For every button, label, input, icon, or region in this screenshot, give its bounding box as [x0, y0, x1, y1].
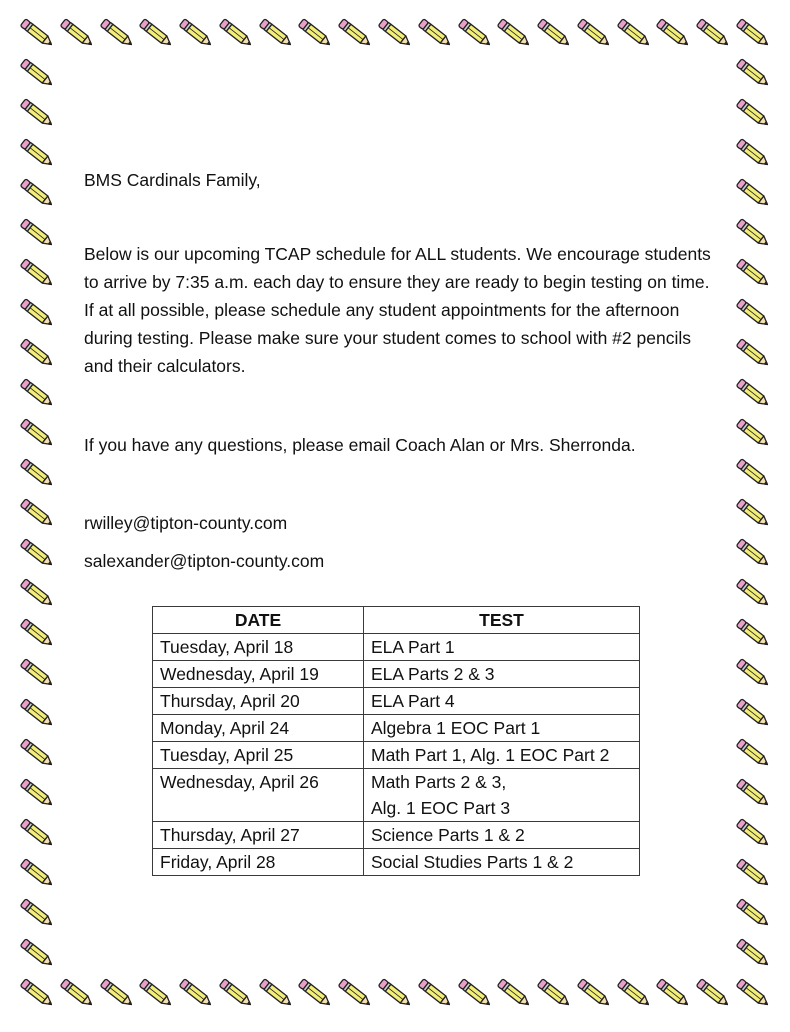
pencil-icon	[18, 498, 58, 530]
pencil-icon	[18, 898, 58, 930]
pencil-icon	[734, 778, 774, 810]
pencil-icon	[18, 258, 58, 290]
test-line: ELA Parts 2 & 3	[371, 664, 495, 684]
test-line: Alg. 1 EOC Part 3	[371, 798, 511, 818]
pencil-icon	[535, 978, 575, 1010]
table-row	[153, 688, 640, 715]
pencil-icon	[734, 498, 774, 530]
email-address: salexander@tipton-county.com	[84, 551, 325, 571]
pencil-icon	[18, 978, 58, 1010]
pencil-icon	[18, 658, 58, 690]
pencil-icon	[734, 698, 774, 730]
pencil-icon	[18, 698, 58, 730]
pencil-icon	[734, 18, 774, 50]
tcap-schedule-table	[152, 606, 640, 876]
pencil-icon	[18, 98, 58, 130]
pencil-icon	[137, 978, 177, 1010]
date-cell: Monday, April 24	[153, 715, 364, 742]
pencil-icon	[18, 938, 58, 970]
table-row	[153, 769, 640, 822]
pencil-icon	[654, 18, 694, 50]
table-row	[153, 822, 640, 849]
pencil-icon	[734, 458, 774, 490]
test-line: Algebra 1 EOC Part 1	[371, 718, 541, 738]
test-cell	[364, 742, 640, 769]
pencil-icon	[734, 418, 774, 450]
pencil-icon	[296, 978, 336, 1010]
pencil-icon	[495, 978, 535, 1010]
pencil-icon	[18, 618, 58, 650]
table-body	[153, 634, 640, 876]
pencil-icon	[18, 338, 58, 370]
date-cell: Thursday, April 27	[153, 822, 364, 849]
pencil-icon	[18, 738, 58, 770]
pencil-icon	[58, 978, 98, 1010]
pencil-icon	[18, 458, 58, 490]
pencil-icon	[734, 98, 774, 130]
pencil-icon	[654, 978, 694, 1010]
pencil-icon	[694, 18, 734, 50]
pencil-icon	[18, 778, 58, 810]
test-cell	[364, 822, 640, 849]
greeting: BMS Cardinals Family,	[84, 170, 261, 190]
date-cell: Friday, April 28	[153, 849, 364, 876]
pencil-icon	[615, 978, 655, 1010]
pencil-icon	[217, 18, 257, 50]
pencil-icon	[734, 938, 774, 970]
body-paragraph: Below is our upcoming TCAP schedule for ALL students. We encourage students to arrive by 7:35 a.m. each day to ensure they are ready to begin testing on time. If at all possible, please schedule any student appointments for the afternoon during testing. Please make sure your student comes to school with #2 pencils and their calculators.	[84, 244, 711, 376]
date-column-header: DATE	[153, 607, 364, 634]
date-cell: Wednesday, April 19	[153, 661, 364, 688]
pencil-icon	[734, 738, 774, 770]
pencil-icon	[18, 178, 58, 210]
test-cell	[364, 688, 640, 715]
test-column-header: TEST	[364, 607, 640, 634]
pencil-icon	[416, 978, 456, 1010]
test-line: Math Part 1, Alg. 1 EOC Part 2	[371, 745, 610, 765]
pencil-icon	[18, 18, 58, 50]
test-line: ELA Part 1	[371, 637, 455, 657]
pencil-icon	[18, 298, 58, 330]
pencil-icon	[734, 658, 774, 690]
pencil-icon	[18, 218, 58, 250]
pencil-icon	[456, 18, 496, 50]
pencil-icon	[734, 218, 774, 250]
date-cell: Wednesday, April 26	[153, 769, 364, 822]
questions-line: If you have any questions, please email Coach Alan or Mrs. Sherronda.	[84, 435, 636, 455]
pencil-icon	[575, 18, 615, 50]
test-cell	[364, 634, 640, 661]
pencil-icon	[694, 978, 734, 1010]
date-cell: Tuesday, April 25	[153, 742, 364, 769]
pencil-icon	[18, 818, 58, 850]
pencil-icon	[535, 18, 575, 50]
pencil-icon	[217, 978, 257, 1010]
pencil-icon	[734, 538, 774, 570]
pencil-icon	[416, 18, 456, 50]
pencil-icon	[257, 18, 297, 50]
pencil-icon	[615, 18, 655, 50]
pencil-icon	[18, 138, 58, 170]
table-row	[153, 742, 640, 769]
table-header-row	[153, 607, 640, 634]
pencil-icon	[734, 858, 774, 890]
pencil-icon	[177, 978, 217, 1010]
pencil-icon	[734, 258, 774, 290]
pencil-icon	[18, 578, 58, 610]
pencil-icon	[18, 538, 58, 570]
table-row	[153, 661, 640, 688]
pencil-icon	[575, 978, 615, 1010]
pencil-icon	[734, 818, 774, 850]
table-row	[153, 634, 640, 661]
pencil-icon	[734, 338, 774, 370]
date-cell: Tuesday, April 18	[153, 634, 364, 661]
pencil-icon	[495, 18, 535, 50]
pencil-icon	[734, 898, 774, 930]
pencil-icon	[296, 18, 336, 50]
pencil-icon	[137, 18, 177, 50]
pencil-icon	[257, 978, 297, 1010]
pencil-icon	[734, 58, 774, 90]
pencil-icon	[98, 978, 138, 1010]
pencil-icon	[336, 18, 376, 50]
pencil-icon	[734, 298, 774, 330]
pencil-icon	[376, 978, 416, 1010]
pencil-icon	[734, 978, 774, 1010]
test-line: Social Studies Parts 1 & 2	[371, 852, 574, 872]
date-cell: Thursday, April 20	[153, 688, 364, 715]
pencil-icon	[18, 378, 58, 410]
pencil-icon	[177, 18, 217, 50]
pencil-icon	[18, 858, 58, 890]
pencil-icon	[734, 618, 774, 650]
pencil-icon	[734, 138, 774, 170]
test-cell	[364, 849, 640, 876]
pencil-icon	[58, 18, 98, 50]
table-row	[153, 715, 640, 742]
pencil-icon	[98, 18, 138, 50]
test-cell	[364, 661, 640, 688]
pencil-icon	[336, 978, 376, 1010]
test-line: ELA Part 4	[371, 691, 455, 711]
test-cell	[364, 769, 640, 822]
pencil-icon	[734, 178, 774, 210]
table-row	[153, 849, 640, 876]
pencil-icon	[376, 18, 416, 50]
test-cell	[364, 715, 640, 742]
test-line: Math Parts 2 & 3,	[371, 772, 507, 792]
pencil-icon	[18, 58, 58, 90]
pencil-icon	[734, 578, 774, 610]
pencil-icon	[456, 978, 496, 1010]
pencil-icon	[18, 418, 58, 450]
email-address: rwilley@tipton-county.com	[84, 513, 288, 533]
pencil-icon	[734, 378, 774, 410]
test-line: Science Parts 1 & 2	[371, 825, 525, 845]
